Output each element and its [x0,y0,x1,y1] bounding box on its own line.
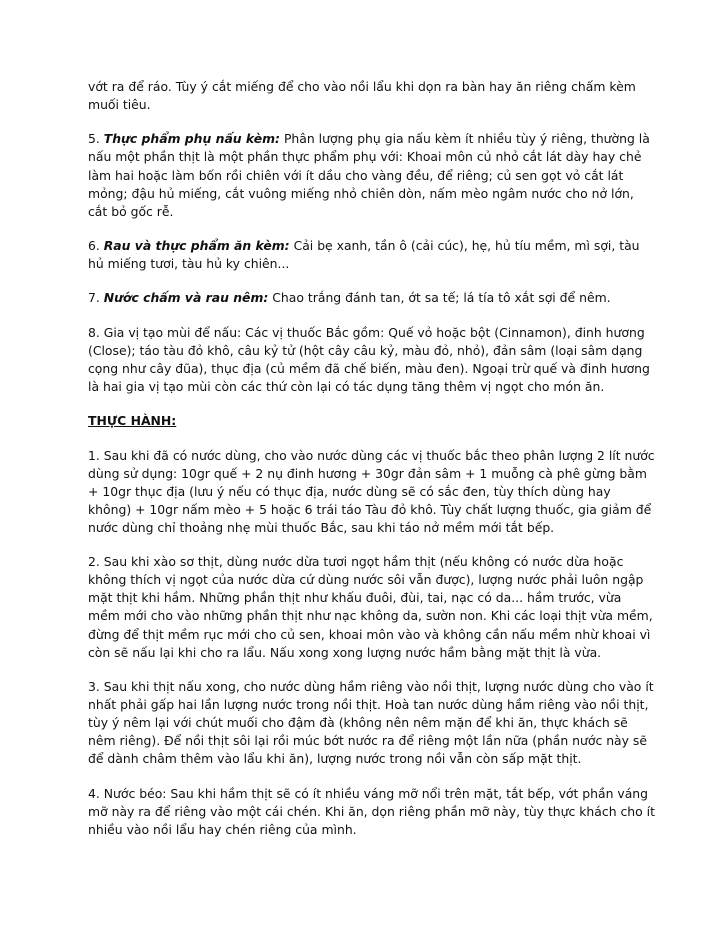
item-6-number: 6. [88,238,104,254]
step-2: 2. Sau khi xào sơ thịt, dùng nước dừa tươi ngọt hầm thịt (nếu không có nước dừa hoặc không thích vị ngọt của nước dừa cứ dùng nước sôi vẫn được), lượng nước phải luôn ngập mặt thịt khi hầm. Những phần thịt như khấu đuôi, đùi, tai, nạc có da... hầm trước, vừa mềm mới cho vào những phần thịt như nạc không da, sườn non. Khi các loại thịt vừa mềm, đừng để thịt mềm rục mới cho củ sen, khoai môn vào và không cần nấu mềm nhừ khoai vì còn sẽ nấu lại khi cho ra lẩu. Nấu xong xong lượng nước hầm bằng mặt thịt là vừa. [88,554,653,660]
step-3: 3. Sau khi thịt nấu xong, cho nước dùng hầm riêng vào nồi thịt, lượng nước dùng cho vào ít nhất phải gấp hai lần lượng nước trong nồi thịt. Hoà tan nước dùng hầm riêng vào nồi thịt, tùy ý nêm lại với chút muối cho đậm đà (không nên nêm mặn để khi ăn, thực khách sẽ nêm riêng). Để nồi thịt sôi lại rồi múc bớt nước ra để riêng một lần nữa (phần nước này sẽ để dành châm thêm vào lẩu khi ăn), lượng nước trong nồi vẫn còn sấp mặt thịt. [88,678,654,767]
step-1: 1. Sau khi đã có nước dùng, cho vào nước dùng các vị thuốc bắc theo phân lượng 2 lít nước dùng sử dụng: 10gr quế + 2 nụ đinh hương + 30gr đản sâm + 1 muỗng cà phê gừng bằm + 10gr thục địa (lưu ý nếu có thục địa, nước dùng sẽ có sắc đen, tùy thích dùng hay không) + 10gr nấm mèo + 5 hoặc 6 trái táo Tàu đỏ khô. Tùy chất lượng thuốc, gia giảm để nước dùng chỉ thoảng nhẹ mùi thuốc Bắc, sau khi táo nở mềm mới tắt bếp. [88,447,655,535]
paragraph-item-7 [88,289,656,307]
item-7-text: Chao trắng đánh tan, ớt sa tế; lá tía tô xắt sợi để nêm. [268,290,611,306]
item-7-number: 7. [88,290,104,306]
step-4: 4. Nước béo: Sau khi hầm thịt sẽ có ít nhiều váng mỡ nổi trên mặt, tắt bếp, vớt phần váng mỡ này ra để riêng vào một cái chén. Khi ăn, dọn riêng phần mỡ này, tùy thực khách cho ít nhiều vào nồi lẩu hay chén riêng của mình. [88,785,655,837]
paragraph-intro: vớt ra để ráo. Tùy ý cắt miếng để cho vào nồi lẩu khi dọn ra bàn hay ăn riêng chấm kèm muối tiêu. [88,79,636,113]
item-5-text: Phân lượng phụ gia nấu kèm ít nhiều tùy ý riêng, thường là nấu một phần thịt là một phần thực phẩm phụ với: Khoai môn củ nhỏ cắt lát dày hay chẻ làm hai hoặc làm bốn rồi chiên với ít dầu cho vàng đều, để riêng; củ sen gọt vỏ cắt lát mỏng; đậu hủ miếng, cắt vuông miếng nhỏ chiên dòn, nấm mèo ngâm nước cho nở lớn, cắt bỏ gốc rễ. [88,131,650,219]
section-heading: THỰC HÀNH: [88,413,177,429]
document-page [88,78,656,855]
item-5-title: Thực phẩm phụ nấu kèm: [103,131,281,147]
paragraph-item-5 [88,130,656,220]
item-7-title: Nước chấm và rau nêm: [103,290,269,306]
paragraph-item-8: 8. Gia vị tạo mùi để nấu: Các vị thuốc Bắc gồm: Quế vỏ hoặc bột (Cinnamon), đinh hương (Close); táo tàu đỏ khô, câu kỷ tử (hột cây câu kỷ, màu đỏ, nhỏ), đản sâm (loại sâm dạng cọng như cây đũa), thục địa (củ mềm đã chế biến, màu đen). Ngoại trừ quế và đinh hương là hai gia vị tạo mùi còn các thứ còn lại có tác dụng tăng thêm vị ngọt cho món ăn. [88,324,650,394]
item-6-title: Rau và thực phẩm ăn kèm: [103,238,290,254]
paragraph-item-6 [88,237,656,273]
item-5-number: 5. [88,131,104,147]
item-6-text: Cải bẹ xanh, tần ô (cải cúc), hẹ, hủ tíu mềm, mì sợi, tàu hủ miếng tươi, tàu hủ ky chiên... [88,238,640,272]
